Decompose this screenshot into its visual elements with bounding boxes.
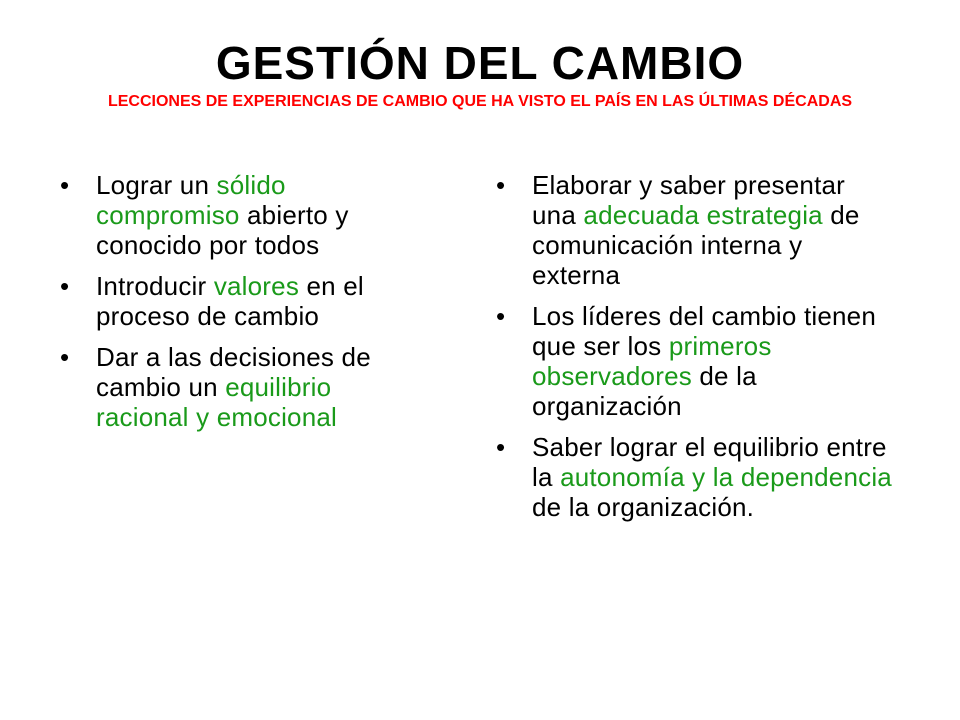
bullet-text: Los líderes del cambio tienen que ser los bbox=[532, 301, 877, 361]
bullet-text: Introducir bbox=[96, 271, 214, 301]
bullet-text: Elaborar y saber presentar una bbox=[532, 170, 846, 230]
bullet-text: de comunicación interna y externa bbox=[532, 200, 860, 290]
right-column bbox=[492, 170, 892, 533]
bullet-item bbox=[492, 301, 892, 421]
right-bullet-list bbox=[492, 170, 892, 522]
bullet-icon: • bbox=[60, 271, 70, 301]
bullet-item bbox=[56, 342, 426, 432]
highlighted-text: valores bbox=[213, 271, 300, 301]
left-bullet-list bbox=[56, 170, 426, 432]
bullet-icon: • bbox=[60, 342, 70, 372]
title-block bbox=[40, 36, 920, 111]
bullet-item bbox=[56, 170, 426, 260]
bullet-item bbox=[492, 432, 892, 522]
bullet-text: en el proceso de cambio bbox=[96, 271, 364, 331]
bullet-icon: • bbox=[496, 432, 506, 462]
bullet-text: Dar a las decisiones de cambio un bbox=[96, 342, 371, 402]
bullet-icon: • bbox=[496, 170, 506, 200]
bullet-text: de la organización. bbox=[532, 492, 755, 522]
bullet-icon: • bbox=[496, 301, 506, 331]
highlighted-text: autonomía y la dependencia bbox=[560, 462, 892, 492]
slide-title: GESTIÓN DEL CAMBIO bbox=[215, 37, 745, 89]
bullet-text: Lograr un bbox=[96, 170, 217, 200]
left-column bbox=[56, 170, 426, 443]
slide-subtitle: LECCIONES DE EXPERIENCIAS DE CAMBIO QUE HA VISTO EL PAÍS EN LAS ÚLTIMAS DÉCADAS bbox=[107, 93, 853, 110]
highlighted-text: adecuada estrategia bbox=[583, 200, 823, 230]
bullet-text: abierto y conocido por todos bbox=[96, 200, 349, 260]
bullet-text: Saber lograr el equilibrio entre la bbox=[532, 432, 887, 492]
highlighted-text: primeros observadores bbox=[532, 331, 772, 391]
bullet-icon: • bbox=[60, 170, 70, 200]
highlighted-text: sólido compromiso bbox=[96, 170, 286, 230]
bullet-item bbox=[56, 271, 426, 331]
bullet-item bbox=[492, 170, 892, 290]
highlighted-text: equilibrio racional y emocional bbox=[96, 372, 338, 432]
bullet-text: de la organización bbox=[532, 361, 757, 421]
